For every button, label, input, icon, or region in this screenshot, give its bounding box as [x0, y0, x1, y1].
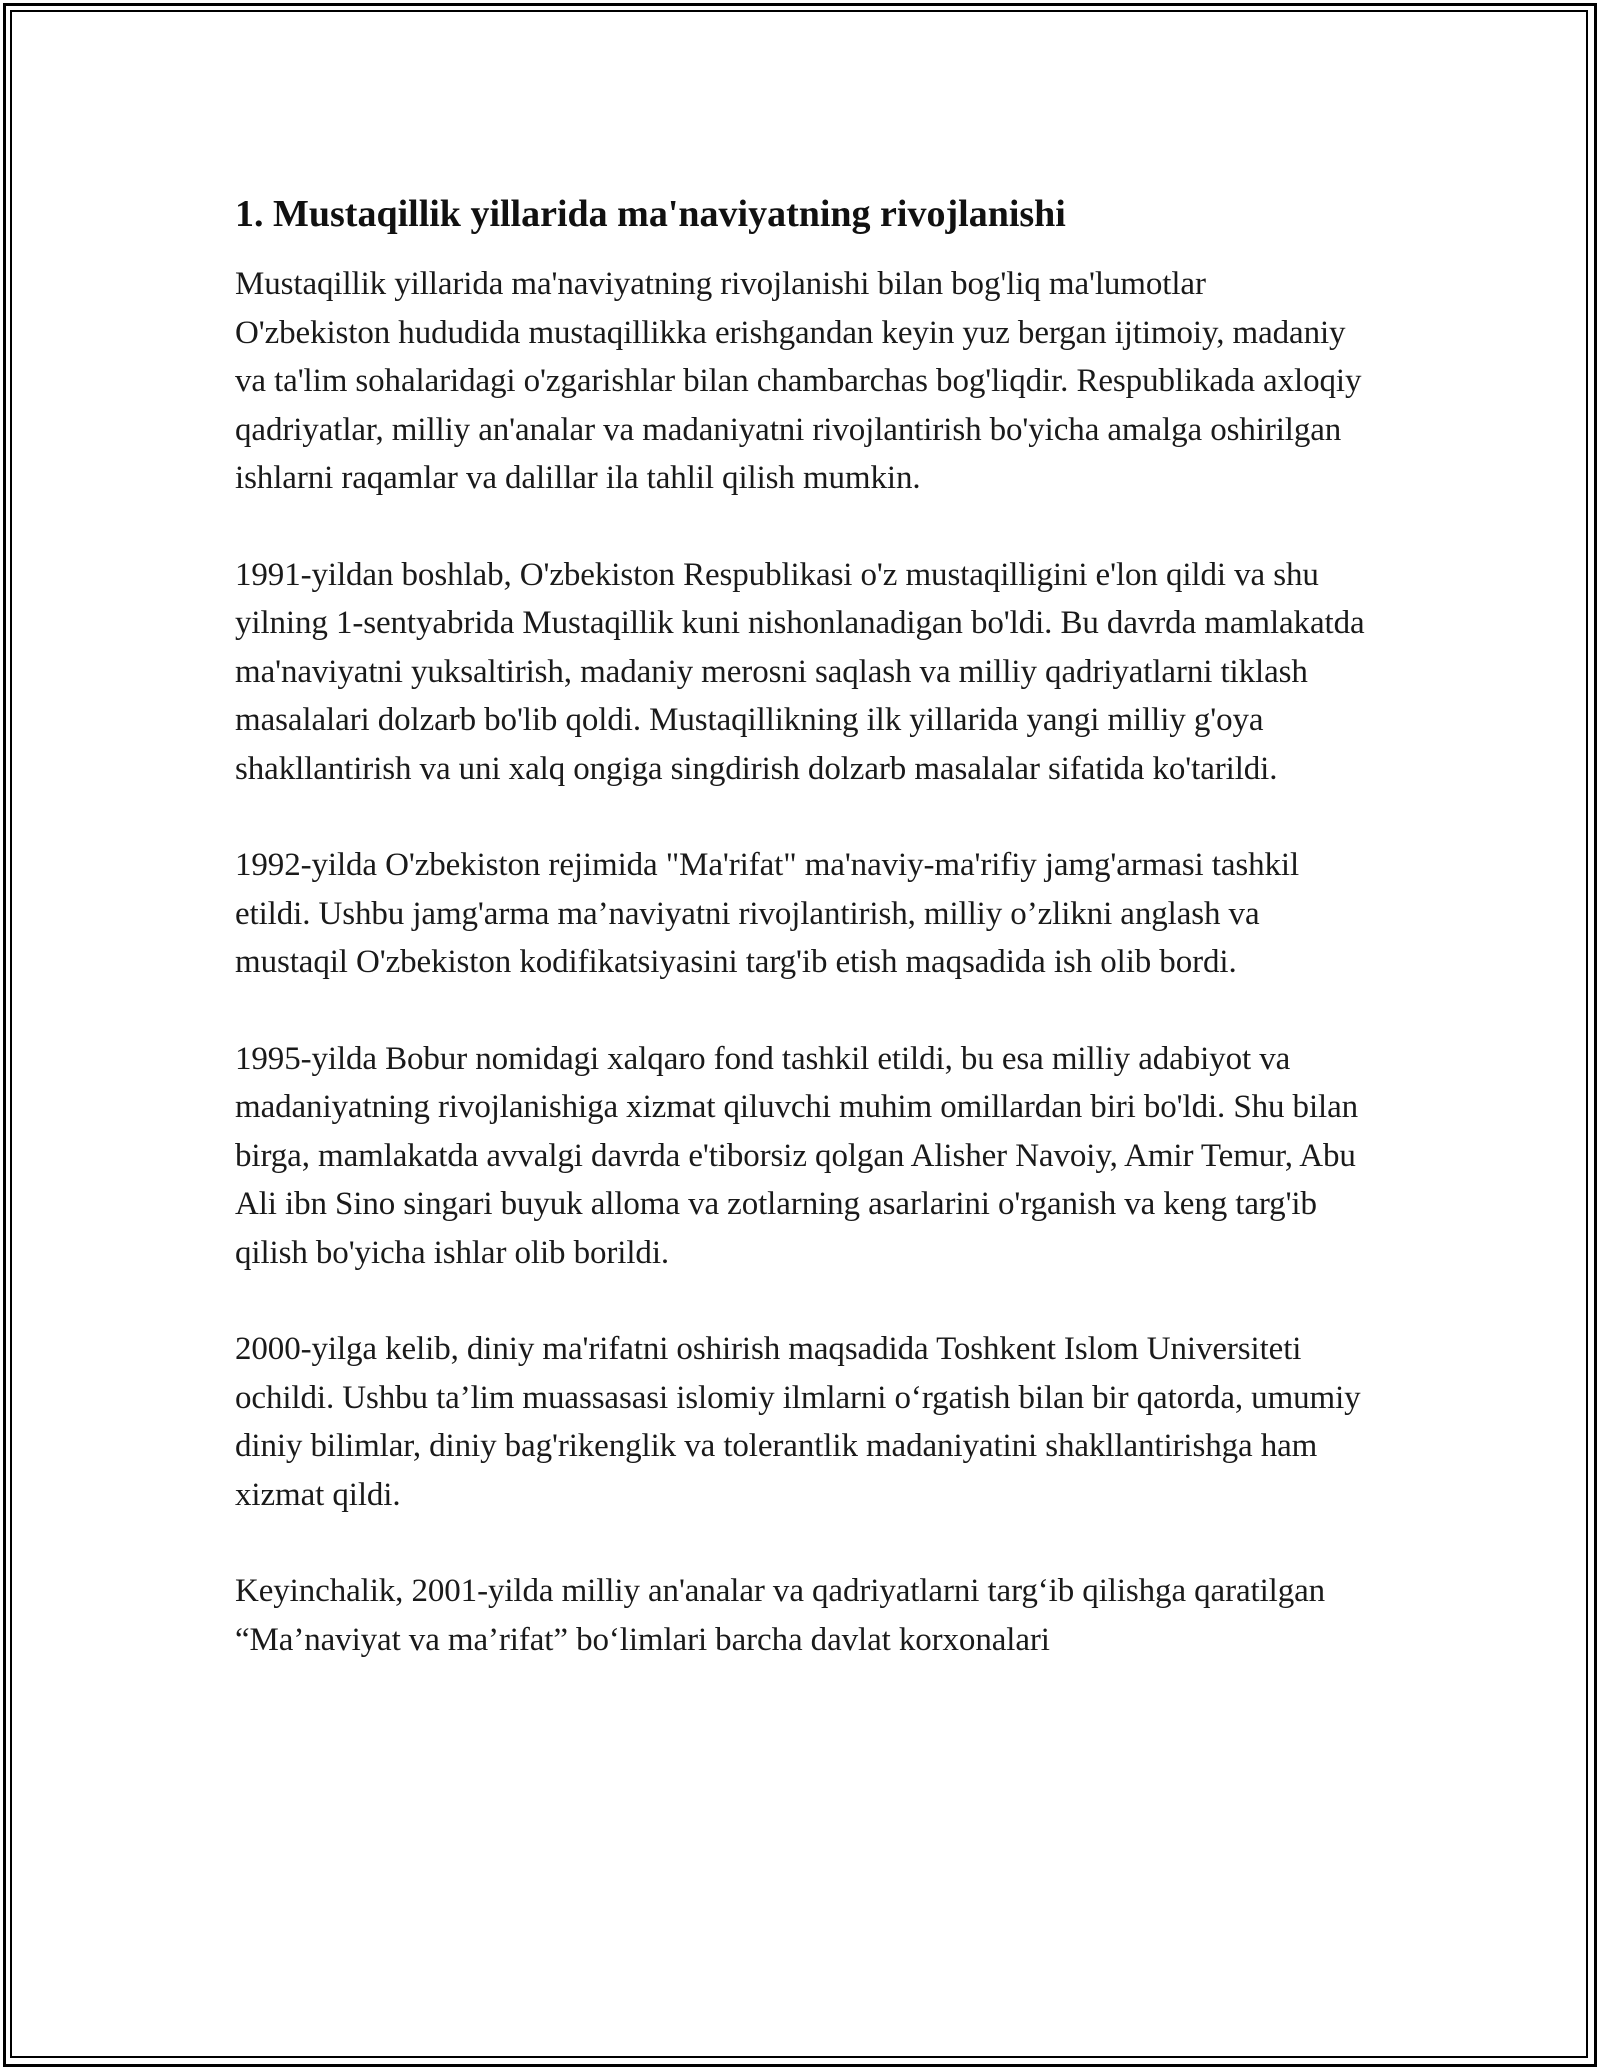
section-heading: 1. Mustaqillik yillarida ma'naviyatning rivojlanishi — [235, 193, 1066, 235]
document-body — [235, 190, 1365, 1712]
paragraph-1995: 1995-yilda Bobur nomidagi xalqaro fond tashkil etildi, bu esa milliy adabiyot va madaniyatning rivojlanishiga xizmat qiluvchi muhim omillardan biri bo'ldi. Shu bilan birga, mamlakatda avvalgi davrda e'tiborsiz qolgan Alisher Navoiy, Amir Temur, Abu Ali ibn Sino singari buyuk alloma va zotlarning asarlarini o'rganish va keng targ'ib qilish bo'yicha ishlar olib borildi. — [235, 1040, 1359, 1271]
paragraph-2000: 2000-yilga kelib, diniy ma'rifatni oshirish maqsadida Toshkent Islom Universiteti ochildi. Ushbu ta’lim muassasasi islomiy ilmlarni o‘rgatish bilan bir qatorda, umumiy diniy bilimlar, diniy bag'rikenglik va tolerantlik madaniyatini shakllantirishga ham xizmat qildi. — [235, 1331, 1361, 1513]
paragraph-intro: Mustaqillik yillarida ma'naviyatning rivojlanishi bilan bog'liq ma'lumotlar O'zbekiston hududida mustaqillikka erishgandan keyin yuz bergan ijtimoiy, madaniy va ta'lim sohalaridagi o'zgarishlar bilan chambarchas bog'liqdir. Respublikada axloqiy qadriyatlar, milliy an'analar va madaniyatni rivojlantirish bo'yicha amalga oshirilgan ishlarni raqamlar va dalillar ila tahlil qilish mumkin. — [235, 266, 1362, 496]
paragraph-1991: 1991-yildan boshlab, O'zbekiston Respublikasi o'z mustaqilligini e'lon qildi va shu yilning 1-sentyabrida Mustaqillik kuni nishonlanadigan bo'ldi. Bu davrda mamlakatda ma'naviyatni yuksaltirish, madaniy merosni saqlash va milliy qadriyatlarni tiklash masalalari dolzarb bo'lib qoldi. Mustaqillikning ilk yillarida yangi milliy g'oya shakllantirish va uni xalq ongiga singdirish dolzarb masalalar sifatida ko'tarildi. — [235, 556, 1365, 787]
paragraph-2001: Keyinchalik, 2001-yilda milliy an'analar va qadriyatlarni targ‘ib qilishga qaratilgan “Ma’naviyat va ma’rifat” bo‘limlari barcha davlat korxonalari — [235, 1573, 1326, 1658]
paragraph-1992: 1992-yilda O'zbekiston rejimida "Ma'rifat" ma'naviy-ma'rifiy jamg'armasi tashkil etildi. Ushbu jamg'arma ma’naviyatni rivojlantirish, milliy o’zlikni anglash va mustaqil O'zbekiston kodifikatsiyasini targ'ib etish maqsadida ish olib bordi. — [235, 847, 1300, 980]
